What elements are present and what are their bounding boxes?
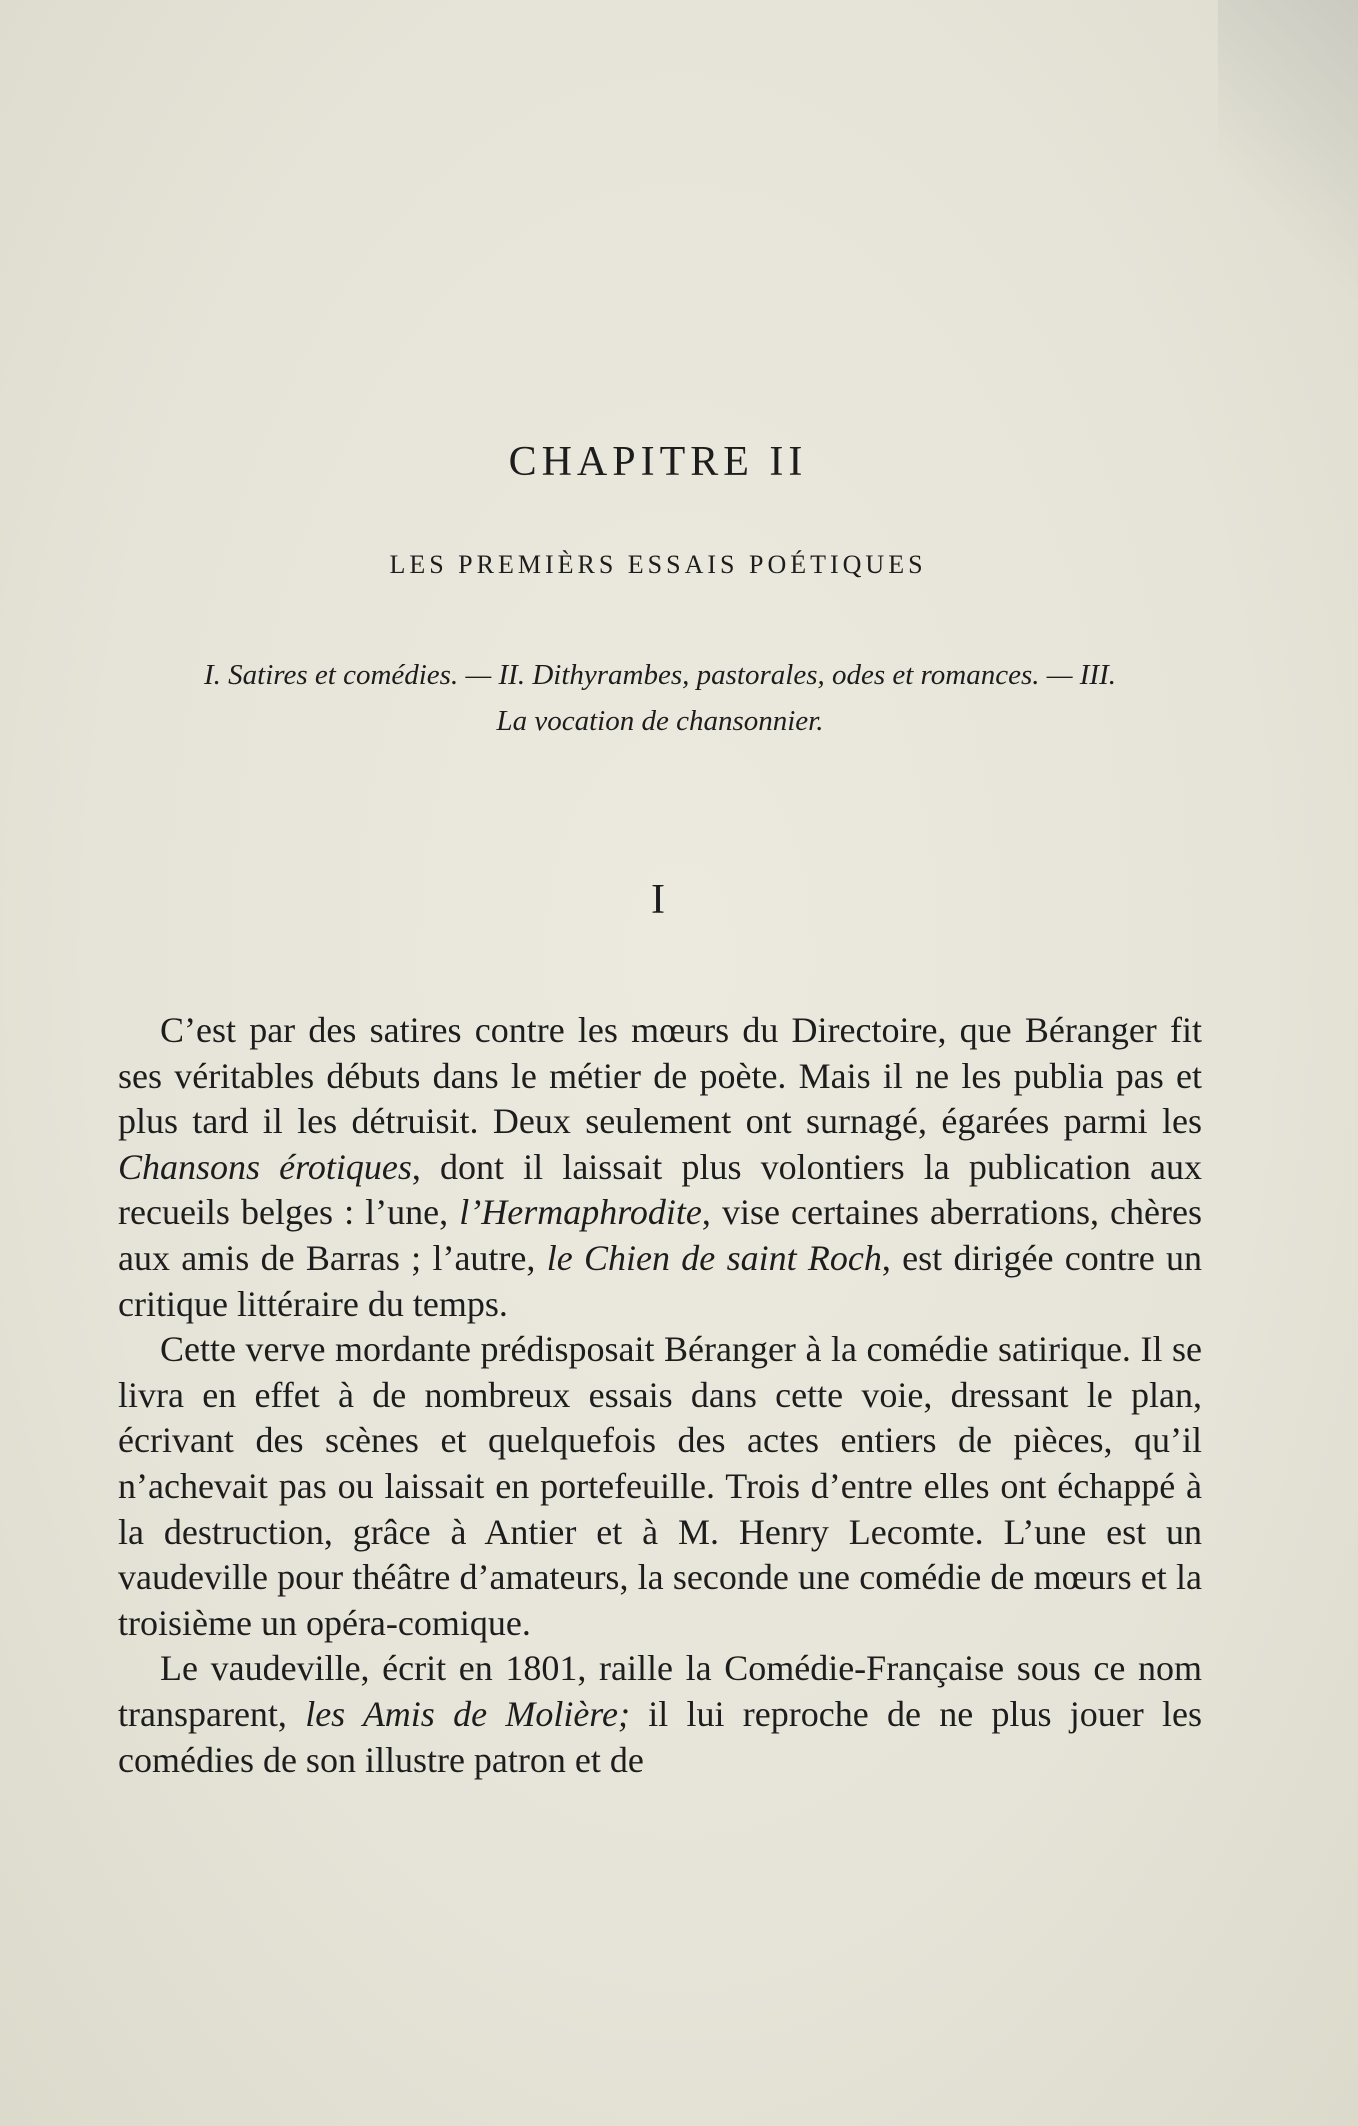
- italic-title: l’Hermaphrodite: [459, 1192, 702, 1233]
- paragraph-text: il lui reproche de ne plus jouer les comédies de son illustre patron et de: [118, 1693, 1202, 1780]
- paragraph-text: Cette verve mordante prédisposait Béranger à la comédie satirique. Il se livra en effet à de nombreux essais dans cette voie, dressant le plan, écrivant des scènes et quelquefois des actes entiers de pièces, qu’il n’achevait pas ou laissait en portefeuille. Trois d’entre elles ont échappé à la destruction, grâce à Antier et à M. Henry Lecomte. L’une est un vaudeville pour théâtre d’amateurs, la seconde une comédie de mœurs et la troisième un opéra-comique.: [118, 1329, 1202, 1643]
- italic-title: les Amis de Molière;: [305, 1693, 630, 1734]
- italic-title: Chansons érotiques: [118, 1146, 412, 1187]
- chapter-summary: I. Satires et comédies. — II. Dithyrambes, pastorales, odes et romances. — III. La vocation de chansonnier.: [204, 659, 1116, 737]
- italic-title: le Chien de saint Roch: [546, 1237, 882, 1278]
- paragraph-text: C’est par des satires contre les mœurs du Directoire, que Béranger fit ses véritables débuts dans le métier de poète. Mais il ne les publia pas et plus tard il les détruisit. Deux seulement ont surnagé, égarées parmi les: [118, 1010, 1202, 1142]
- section-numeral: I: [651, 877, 665, 923]
- paragraph-text: Le vaudeville, écrit en 1801, raille la Comédie-Française sous ce nom transparent,: [118, 1648, 1202, 1734]
- paragraph-text: , est dirigée contre un critique littéraire du temps.: [118, 1237, 1202, 1324]
- paragraph-3: [118, 1646, 1202, 1783]
- chapter-title: CHAPITRE II: [508, 439, 808, 485]
- paragraph-1: [118, 1008, 1202, 1327]
- page-corner-shadow: [1218, 0, 1358, 300]
- paragraph-text: , dont il laissait plus volontiers la publication aux recueils belges : l’une,: [118, 1146, 1202, 1233]
- body-text: [118, 1008, 1202, 1783]
- chapter-subtitle: LES PREMIÈRS ESSAIS POÉTIQUES: [389, 550, 927, 579]
- paragraph-text: , vise certaines aberrations, chères aux amis de Barras ; l’autre,: [118, 1192, 1202, 1278]
- paragraph-2: [118, 1327, 1202, 1646]
